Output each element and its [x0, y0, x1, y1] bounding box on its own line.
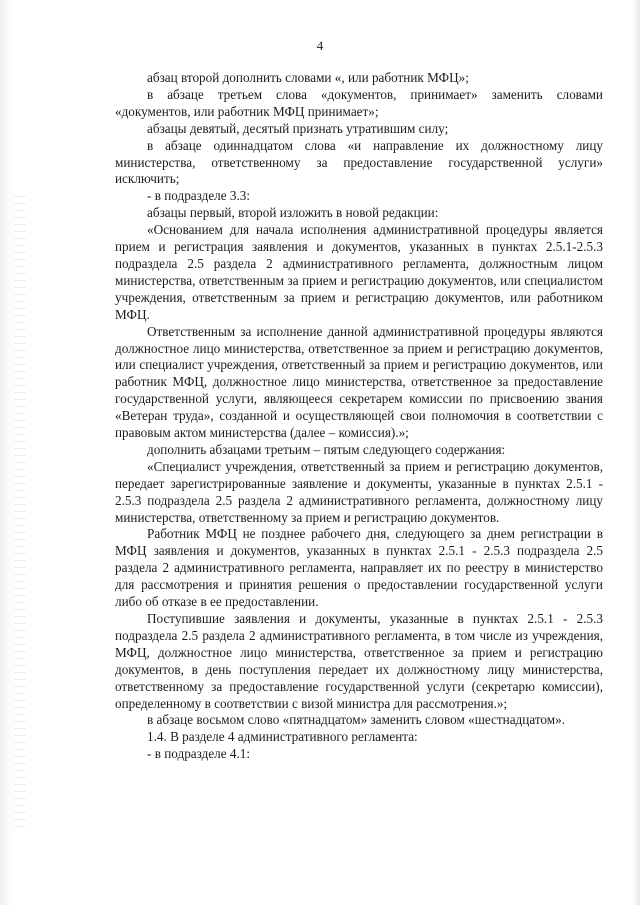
- document-body: [115, 70, 603, 763]
- paragraph: в абзаце третьем слова «документов, принимает» заменить словами «документов, или работник МФЦ принимает»;: [115, 86, 603, 119]
- scan-right-edge: [632, 0, 640, 905]
- paragraph: в абзаце одиннадцатом слова «и направление их должностному лицу министерства, ответственному за предоставление государственной услуги» исключить;: [115, 137, 603, 187]
- paragraph: «Специалист учреждения, ответственный за прием и регистрацию документов, передает зарегистрированные заявление и документы, указанные в пунктах 2.5.1 - 2.5.3 подраздела 2.5 раздела 2 административного регламента, должностному лицу министерства, ответственному за прием и регистрацию документов.: [115, 458, 603, 525]
- scan-margin-marks: [14, 190, 26, 830]
- paragraph: абзацы первый, второй изложить в новой редакции:: [147, 205, 439, 221]
- paragraph: - в подразделе 4.1:: [147, 746, 251, 762]
- paragraph: дополнить абзацами третьим – пятым следующего содержания:: [147, 441, 506, 457]
- paragraph: 1.4. В разделе 4 административного регламента:: [147, 729, 418, 745]
- paragraph: Поступившие заявления и документы, указанные в пунктах 2.5.1 - 2.5.3 подраздела 2.5 раздела 2 административного регламента, в том числе из учреждения, МФЦ, должностное лицо министерства, ответственное за прием и регистрацию документов, в день поступления передает их должностному лицу министерства, ответственному за предоставление государственной услуги (секретарю комиссии), определенному в соответствии с визой министра для рассмотрения.»;: [115, 611, 603, 711]
- paragraph: Ответственным за исполнение данной административной процедуры являются должностное лицо министерства, ответственное за прием и регистрацию документов, или специалист учреждения, ответственный за прием и регистрацию документов, или работник МФЦ, должностное лицо министерства, ответственное за предоставление государственной услуги, являющееся секретарем комиссии по присвоению звания «Ветеран труда», созданной и осуществляющей свои полномочия в соответствии с правовым актом министерства (далее – комиссия).»;: [115, 323, 603, 441]
- paragraph: абзац второй дополнить словами «, или работник МФЦ»;: [147, 70, 469, 85]
- paragraph: Работник МФЦ не позднее рабочего дня, следующего за днем регистрации в МФЦ заявления и документов, указанных в пунктах 2.5.1 - 2.5.3 подраздела 2.5 раздела 2 административного регламента, направляет их по реестру в министерство для рассмотрения и принятия решения о предоставлении государственной услуги либо об отказе в ее предоставлении.: [115, 526, 603, 610]
- page-number: 4: [316, 38, 324, 53]
- paragraph: «Основанием для начала исполнения административной процедуры является прием и регистрация заявления и документов, указанных в пунктах 2.5.1-2.5.3 подраздела 2.5 раздела 2 административного регламента, должностным лицом министерства, ответственным за прием и регистрацию документов, или специалистом учреждения, ответственным за прием и регистрацию документов, или работником МФЦ.: [115, 222, 603, 322]
- paragraph: - в подразделе 3.3:: [147, 188, 251, 204]
- paragraph: абзацы девятый, десятый признать утратившим силу;: [147, 120, 449, 136]
- paragraph: в абзаце восьмом слово «пятнадцатом» заменить словом «шестнадцатом».: [147, 712, 566, 728]
